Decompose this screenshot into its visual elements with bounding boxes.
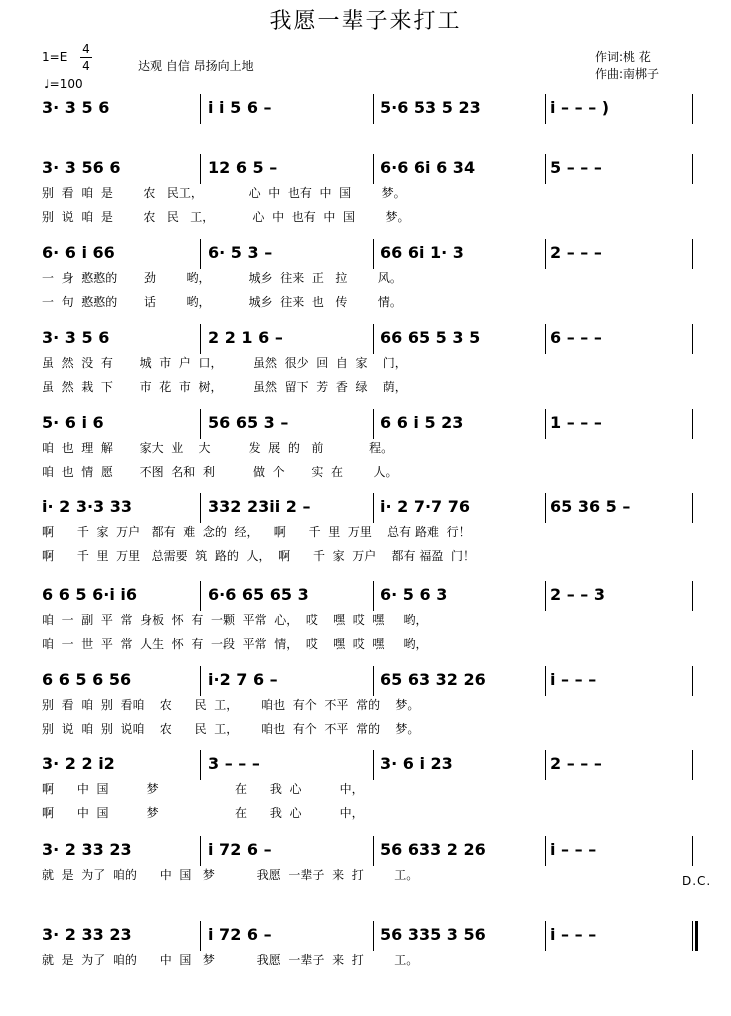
barline xyxy=(200,324,201,354)
measure-notes: 12 6 5 – xyxy=(208,158,278,177)
barline xyxy=(373,324,374,354)
barline xyxy=(545,409,546,439)
barline xyxy=(373,94,374,124)
barline xyxy=(200,921,201,951)
song-title: 我愿一辈子来打工 xyxy=(269,9,462,34)
barline xyxy=(200,581,201,611)
measure-notes: 2 2 1 6 – xyxy=(208,328,283,347)
measure-notes: i i 5 6 – xyxy=(208,98,272,117)
barline xyxy=(545,836,546,866)
measure-notes: 6 6 i 5 23 xyxy=(380,413,464,432)
lyric-line: 就 是 为了 咱的 中 国 梦 我愿 一辈子 来 打 工。 xyxy=(42,868,419,882)
barline xyxy=(545,750,546,780)
measure-notes: i· 2 3·3 33 xyxy=(42,497,133,516)
measure-notes: i 72 6 – xyxy=(208,840,272,859)
barline xyxy=(200,409,201,439)
barline xyxy=(373,239,374,269)
lyric-line: 啊 千 里 万里 总需要 筑 路的 人， 啊 千 家 万户 都有 福盈 门！ xyxy=(42,549,475,563)
barline xyxy=(692,666,693,696)
barline xyxy=(373,750,374,780)
lyric-line: 别 说 咱 是 农 民 工， 心 中 也有 中 国 梦。 xyxy=(42,210,410,224)
lyric-line: 啊 中 国 梦 在 我 心 中， xyxy=(42,782,364,796)
measure-notes: 66 6i 1· 3 xyxy=(380,243,464,262)
lyric-line: 就 是 为了 咱的 中 国 梦 我愿 一辈子 来 打 工。 xyxy=(42,953,419,967)
barline xyxy=(692,154,693,184)
barline xyxy=(373,154,374,184)
measure-notes: i – – – xyxy=(550,670,597,689)
barline xyxy=(200,154,201,184)
barline xyxy=(545,239,546,269)
barline xyxy=(200,750,201,780)
time-signature-bottom: 4 xyxy=(82,59,90,73)
time-signature xyxy=(80,42,92,73)
lyric-line: 虽 然 没 有 城 市 户 口， 虽然 很少 回 自 家 门， xyxy=(42,356,407,370)
barline xyxy=(200,493,201,523)
barline xyxy=(373,666,374,696)
measure-notes: 1 – – – xyxy=(550,413,602,432)
measure-notes: 6· 5 6 3 xyxy=(380,585,448,604)
barline xyxy=(545,94,546,124)
lyric-line: 咱 也 情 愿 不图 名和 利 做 个 实 在 人。 xyxy=(42,465,398,479)
measure-notes: 5· 6 i 6 xyxy=(42,413,104,432)
barline xyxy=(545,921,546,951)
measure-notes: 56 335 3 56 xyxy=(380,925,486,944)
barline xyxy=(692,750,693,780)
final-barline xyxy=(695,921,698,951)
barline xyxy=(373,836,374,866)
measure-notes: 65 36 5 – xyxy=(550,497,631,516)
barline xyxy=(692,836,693,866)
barline xyxy=(373,581,374,611)
measure-notes: 6· 5 3 – xyxy=(208,243,273,262)
measure-notes: i·2 7 6 – xyxy=(208,670,278,689)
barline xyxy=(692,239,693,269)
measure-notes: 2 – – – xyxy=(550,754,602,773)
barline xyxy=(692,94,693,124)
barline xyxy=(200,239,201,269)
measure-notes: 56 633 2 26 xyxy=(380,840,486,859)
measure-notes: 6 – – – xyxy=(550,328,602,347)
lyric-line: 别 看 咱 别 看咱 农 民 工， 咱也 有个 不平 常的 梦。 xyxy=(42,698,420,712)
measure-notes: 5·6 53 5 23 xyxy=(380,98,481,117)
measure-notes: 3 – – – xyxy=(208,754,260,773)
measure-notes: 65 63 32 26 xyxy=(380,670,486,689)
barline xyxy=(200,94,201,124)
barline xyxy=(373,921,374,951)
measure-notes: 3· 2 33 23 xyxy=(42,925,132,944)
expression-mark: 达观 自信 昂扬向上地 xyxy=(138,59,254,73)
measure-notes: i· 2 7·7 76 xyxy=(380,497,471,516)
lyric-line: 咱 一 副 平 常 身板 怀 有 一颗 平常 心， 哎 嘿 哎 嘿 哟， xyxy=(42,613,428,627)
barline xyxy=(200,666,201,696)
measure-notes: 3· 3 56 6 xyxy=(42,158,121,177)
measure-notes: 6·6 65 65 3 xyxy=(208,585,309,604)
key-signature: 1=E xyxy=(42,50,68,64)
composer-credit: 作曲:南梆子 xyxy=(595,67,660,81)
measure-notes: 6·6 6i 6 34 xyxy=(380,158,476,177)
measure-notes: i – – – xyxy=(550,840,597,859)
lyric-line: 一 句 憨憨的 话 哟， 城乡 往来 也 传 情。 xyxy=(42,295,402,309)
lyric-line: 啊 千 家 万户 都有 难 念的 经， 啊 千 里 万里 总有 路难 行！ xyxy=(42,525,471,539)
measure-notes: i – – – xyxy=(550,925,597,944)
measure-notes: 332 23ii 2 – xyxy=(208,497,311,516)
lyric-line: 一 身 憨憨的 劲 哟， 城乡 往来 正 拉 风。 xyxy=(42,271,402,285)
barline xyxy=(692,324,693,354)
measure-notes: 3· 3 5 6 xyxy=(42,328,110,347)
barline xyxy=(692,493,693,523)
lyric-line: 啊 中 国 梦 在 我 心 中， xyxy=(42,806,364,820)
barline xyxy=(373,409,374,439)
measure-notes: 6 6 5 6 56 xyxy=(42,670,132,689)
measure-notes: 3· 2 2 i2 xyxy=(42,754,115,773)
measure-notes: 5 – – – xyxy=(550,158,602,177)
measure-notes: i 72 6 – xyxy=(208,925,272,944)
barline xyxy=(545,493,546,523)
measure-notes: 2 – – – xyxy=(550,243,602,262)
barline xyxy=(692,921,693,951)
barline xyxy=(200,836,201,866)
barline xyxy=(692,409,693,439)
measure-notes: 3· 3 5 6 xyxy=(42,98,110,117)
barline xyxy=(545,581,546,611)
measure-notes: i – – – ) xyxy=(550,98,610,117)
barline xyxy=(545,666,546,696)
barline xyxy=(692,581,693,611)
lyric-line: 别 说 咱 别 说咱 农 民 工， 咱也 有个 不平 常的 梦。 xyxy=(42,722,420,736)
lyric-line: 虽 然 栽 下 市 花 市 树， 虽然 留下 芳 香 绿 荫， xyxy=(42,380,407,394)
barline xyxy=(373,493,374,523)
measure-notes: 66 65 5 3 5 xyxy=(380,328,481,347)
barline xyxy=(545,324,546,354)
measure-notes: 6· 6 i 66 xyxy=(42,243,115,262)
measure-notes: 2 – – 3 xyxy=(550,585,605,604)
measure-notes: 6 6 5 6·i i6 xyxy=(42,585,137,604)
lyric-line: 咱 也 理 解 家大 业 大 发 展 的 前 程。 xyxy=(42,441,394,455)
measure-notes: 3· 6 i 23 xyxy=(380,754,453,773)
tempo-mark: ♩=100 xyxy=(44,77,83,91)
barline xyxy=(545,154,546,184)
lyric-line: 咱 一 世 平 常 人生 怀 有 一段 平常 情， 哎 嘿 哎 嘿 哟， xyxy=(42,637,428,651)
da-capo-mark: D.C. xyxy=(682,874,712,888)
measure-notes: 3· 2 33 23 xyxy=(42,840,132,859)
lyric-line: 别 看 咱 是 农 民工， 心 中 也有 中 国 梦。 xyxy=(42,186,406,200)
measure-notes: 56 65 3 – xyxy=(208,413,289,432)
time-signature-top: 4 xyxy=(82,42,90,56)
lyricist-credit: 作词:桃 花 xyxy=(595,50,651,64)
